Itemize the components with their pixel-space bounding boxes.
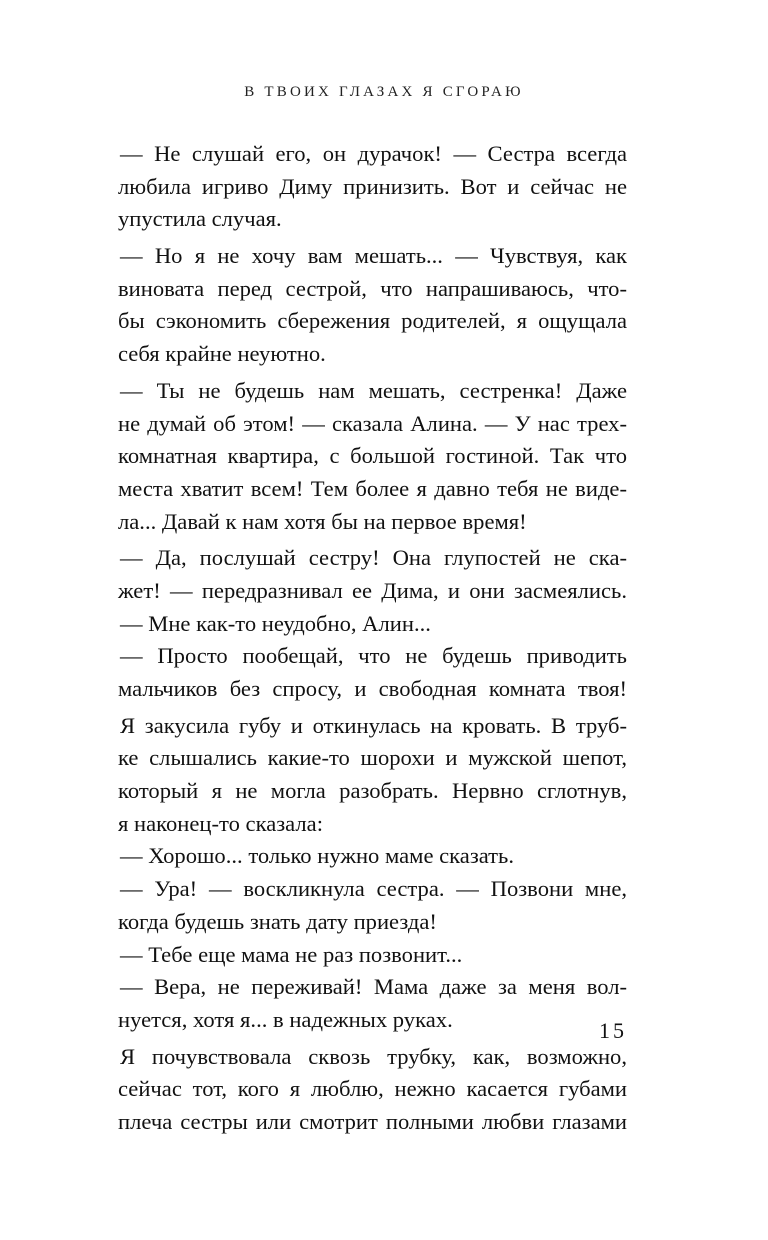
text-line: Я закусила губу и откинулась на кровать. В труб- xyxy=(120,712,627,738)
text-line: — Вера, не переживай! Мама даже за меня вол- xyxy=(120,974,627,1000)
text-line: — Просто пообещай, что не будешь приводить xyxy=(120,643,627,669)
text-line: — Тебе еще мама не раз позвонит... xyxy=(120,941,463,967)
text-line: Я почувствовала сквозь трубку, как, возможно, xyxy=(120,1043,627,1069)
text-line: виновата перед сестрой, что напрашиваюсь, что- xyxy=(118,275,627,301)
text-line: нуется, хотя я... в надежных руках. xyxy=(118,1006,453,1032)
text-line: который я не могла разобрать. Нервно сглотнув, xyxy=(118,778,627,804)
text-line: бы сэкономить сбережения родителей, я ощущала xyxy=(118,308,627,334)
text-line: не думай об этом! — сказала Алина. — У нас трех- xyxy=(118,410,627,436)
text-line: места хватит всем! Тем более я давно тебя не виде- xyxy=(118,475,627,501)
running-head: В ТВОИХ ГЛАЗАХ Я СГОРАЮ xyxy=(244,84,524,100)
text-line: — Ура! — воскликнула сестра. — Позвони мне, xyxy=(120,876,627,902)
text-line: ке слышались какие-то шорохи и мужской шепот, xyxy=(118,745,627,771)
text-line: комнатная квартира, с большой гостиной. Так что xyxy=(118,443,627,469)
text-line: сейчас тот, кого я люблю, нежно касается губами xyxy=(118,1076,627,1102)
text-line: мальчиков без спросу, и свободная комната твоя! xyxy=(118,676,627,701)
text-line: ла... Давай к нам хотя бы на первое время! xyxy=(118,508,527,534)
text-line: — Хорошо... только нужно маме сказать. xyxy=(120,843,515,869)
text-line: — Не слушай его, он дурачок! — Сестра всегда xyxy=(120,141,627,166)
text-line: упустила случая. xyxy=(118,206,282,232)
page-number: 15 xyxy=(599,1018,627,1043)
text-line: себя крайне неуютно. xyxy=(118,341,326,367)
text-line: когда будешь знать дату приезда! xyxy=(118,908,437,934)
text-line: любила игриво Диму принизить. Вот и сейчас не xyxy=(118,173,627,199)
text-line: жет! — передразнивал ее Дима, и они засмеялись. xyxy=(118,577,627,603)
body-text xyxy=(118,138,627,1139)
text-line: я наконец-то сказала: xyxy=(118,810,323,836)
text-line: — Ты не будешь нам мешать, сестренка! Даже xyxy=(120,377,627,403)
text-line: — Но я не хочу вам мешать... — Чувствуя, как xyxy=(120,243,627,269)
text-line: плеча сестры или смотрит полными любви глазами xyxy=(118,1108,627,1134)
text-line: — Да, послушай сестру! Она глупостей не ска- xyxy=(120,545,627,571)
text-line: — Мне как-то неудобно, Алин... xyxy=(120,610,431,636)
